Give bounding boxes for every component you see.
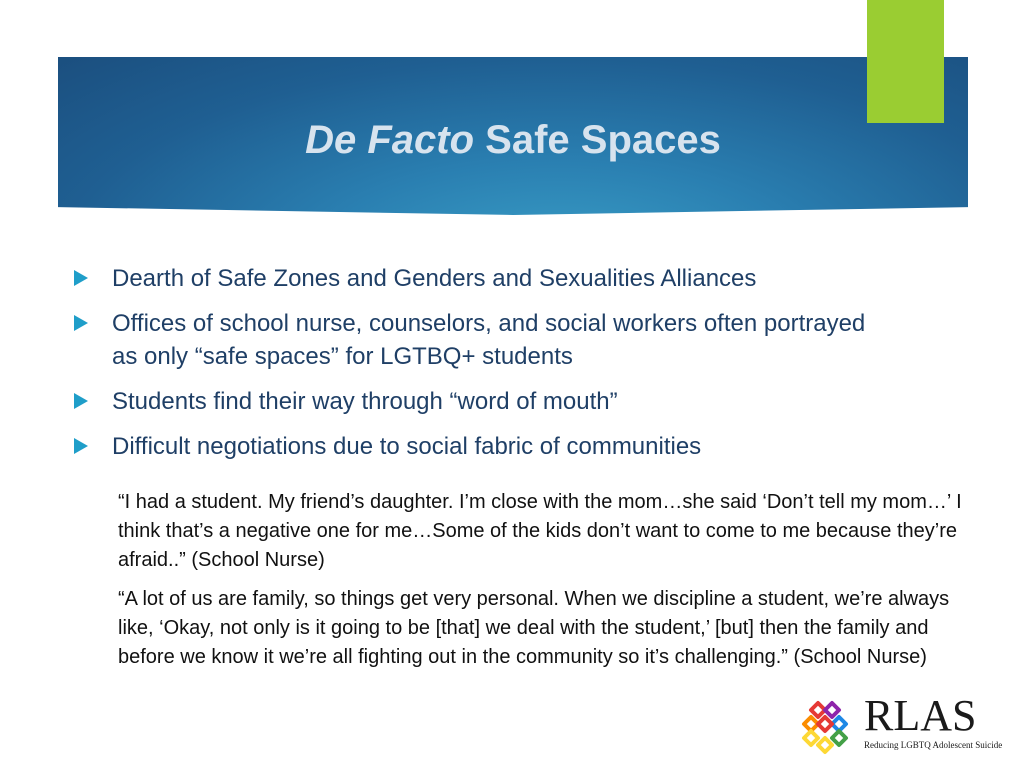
interlocking-hearts-icon xyxy=(790,692,860,762)
quote-list xyxy=(118,488,968,682)
bullet-arrow-icon xyxy=(74,393,88,409)
quote-text: “I had a student. My friend’s daughter. I’m close with the mom…she said ‘Don’t tell my mom…’ I think that’s a negative one for me…Some of the kids don’t want to come to me because they’re afraid..” (School Nurse) xyxy=(118,491,962,571)
logo-tagline: Reducing LGBTQ Adolescent Suicide xyxy=(864,740,1003,750)
bullet-arrow-icon xyxy=(74,438,88,454)
bullet-arrow-icon xyxy=(74,270,88,286)
title-rest: Safe Spaces xyxy=(485,118,721,162)
quote-text: “A lot of us are family, so things get very personal. When we discipline a student, we’re always like, ‘Okay, not only is it going to be [that] we deal with the student,’ [but] then the family and before we know it we’re all fighting out in the community so it’s challenging.” (School Nurse) xyxy=(118,588,950,668)
bullet-arrow-icon xyxy=(74,315,88,331)
slide-title xyxy=(58,118,968,163)
bullet-item xyxy=(74,262,894,295)
bullet-text: Dearth of Safe Zones and Genders and Sexualities Alliances xyxy=(112,265,757,292)
bullet-text: Difficult negotiations due to social fabric of communities xyxy=(112,433,702,460)
accent-block xyxy=(867,0,944,123)
bullet-item xyxy=(74,307,894,373)
bullet-item xyxy=(74,385,894,418)
bullet-text: Students find their way through “word of mouth” xyxy=(112,388,618,415)
bullet-text: Offices of school nurse, counselors, and social workers often portrayed as only “safe spaces” for LGTBQ+ students xyxy=(112,310,866,370)
rlas-logo xyxy=(790,692,1002,762)
title-italic: De Facto xyxy=(305,118,475,162)
logo-name: RLAS xyxy=(864,691,977,740)
bullet-item xyxy=(74,430,894,463)
bullet-list xyxy=(74,262,894,475)
